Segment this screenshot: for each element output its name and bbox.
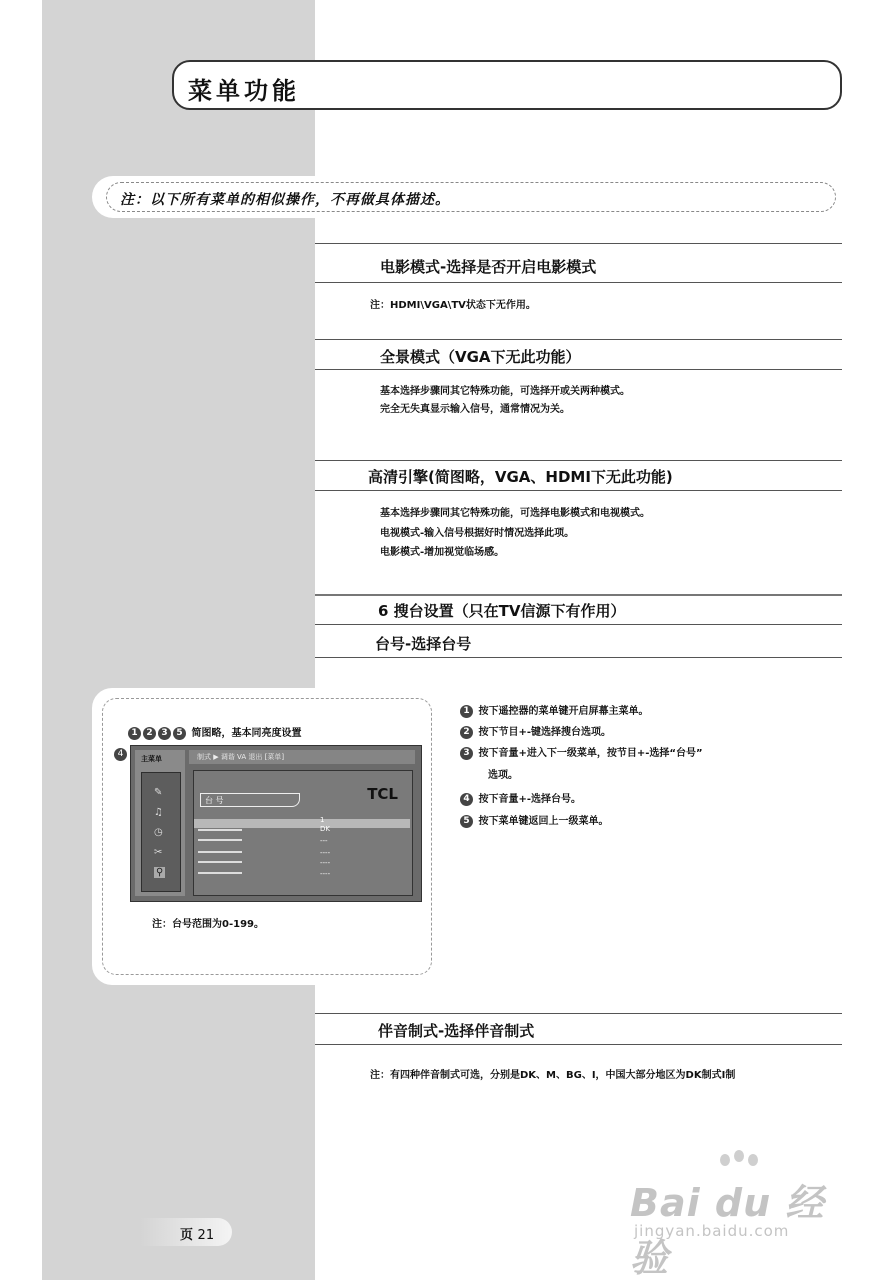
paw-icon [720,1154,730,1166]
watermark-logo: Bai du 经验 [630,1181,825,1280]
step-3: 3 按下音量+进入下一级菜单，按节目+-选择“台号” [460,744,703,760]
menu-note: 注：台号范围为0-199。 [152,919,264,930]
tv-value: 1 [320,816,325,824]
tv-value: ---- [320,870,331,878]
tv-menu-screenshot [130,745,422,902]
section-text: 基本选择步骤同其它特殊功能，可选择电影模式和电视模式。 [380,508,650,519]
picture-icon: ✎ [154,787,163,798]
tcl-logo: TCL [367,785,398,803]
tv-main-panel [193,770,413,896]
section-text: 基本选择步骤同其它特殊功能，可选择开或关两种模式。 [380,386,630,397]
section-text: 电视模式-输入信号根据好时情况选择此项。 [380,528,575,539]
note-bar [92,176,844,218]
tv-side-label: 主菜单 [141,755,162,763]
menu-caption: 简图略，基本同亮度设置 [191,728,302,739]
step-5: 5 按下菜单键返回上一级菜单。 [460,812,608,828]
step-4: 4 按下音量+-选择台号。 [460,790,581,806]
audio-note: 注：有四种伴音制式可选，分别是DK、M、BG、I，中国大部分地区为DK制式I制 [370,1070,736,1081]
marker-row [128,724,301,740]
section-text: 注：HDMI\VGA\TV状态下无作用。 [370,300,536,311]
tv-value: ---- [320,859,331,867]
marker-1: 1 [128,727,141,740]
section-heading: 电影模式-选择是否开启电影模式 [380,258,597,276]
search-icon: ⚲ [156,867,164,878]
marker-5: 5 [173,727,186,740]
page-label: 页 [180,1228,194,1243]
tv-topbar: 制式 ▶ 调谐 VA 退出 [菜单] [189,750,415,764]
tv-value: --- [320,837,328,845]
tools-icon: ✂ [154,847,163,858]
watermark-url: jingyan.baidu.com [634,1222,790,1240]
step-3-continued: 选项。 [488,770,518,781]
page-number: 21 [197,1228,215,1243]
tv-value: ---- [320,849,331,857]
section6-title: 6 搜台设置（只在TV信源下有作用） [378,602,626,620]
step-1: 1 按下遥控器的菜单键开启屏幕主菜单。 [460,702,648,718]
step-2: 2 按下节目+-键选择搜台选项。 [460,723,611,739]
sound-icon: ♫ [154,807,163,818]
marker-4: 4 [114,748,127,761]
clock-icon: ◷ [154,827,163,838]
marker-3: 3 [158,727,171,740]
page-title: 菜单功能 [188,76,300,105]
section-text: 电影模式-增加视觉临场感。 [380,547,505,558]
tv-sidebar [135,750,185,896]
section6-subheading: 台号-选择台号 [375,635,472,653]
audio-heading: 伴音制式-选择伴音制式 [378,1022,535,1040]
channel-field: 台 号 [200,793,300,807]
section-heading: 高清引擎(简图略，VGA、HDMI下无此功能) [368,468,673,486]
title-box [172,60,842,110]
section-text: 完全无失真显示输入信号，通常情况为关。 [380,404,570,415]
baidu-watermark [630,1150,840,1280]
page-number-tab [140,1218,232,1246]
selected-row-highlight [194,819,410,828]
marker-2: 2 [143,727,156,740]
tv-value: DK [320,825,330,833]
section-heading: 全景模式（VGA下无此功能） [380,348,581,366]
note-text: 注：以下所有菜单的相似操作，不再做具体描述。 [120,192,450,208]
